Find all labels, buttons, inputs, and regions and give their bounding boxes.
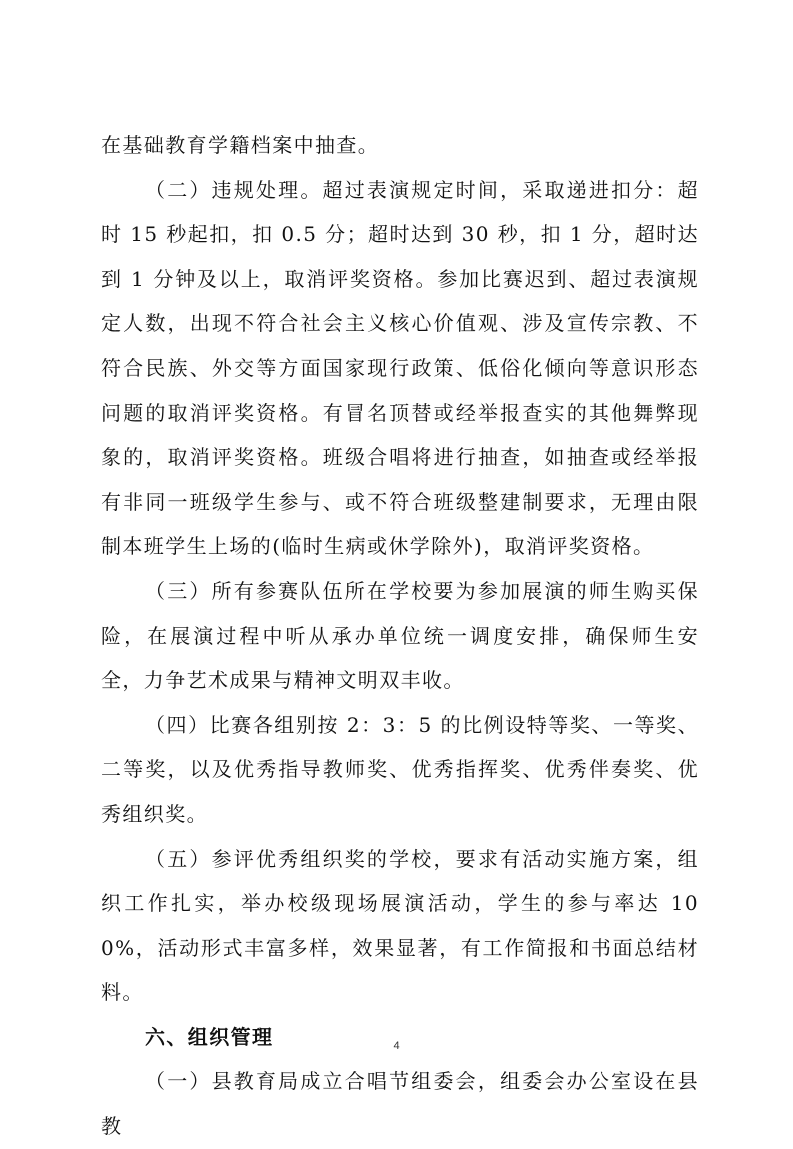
page-number: 4 [393, 1040, 400, 1052]
paragraph-committee: （一）县教育局成立合唱节组委会，组委会办公室设在县教 [101, 1069, 699, 1139]
paragraph-violation-handling: （二）违规处理。超过表演规定时间，采取递进扣分：超时 15 秒起扣，扣 0.5 分；超时达到 30 秒，扣 1 分，超时达到 1 分钟及以上，取消评奖资格。参加比赛迟到、超过表演规定人数，出现不符合社会主义核心价值观、涉及宣传宗教、不符合民族、外交等方面国家现行政策、低俗化倾向等意识形态问题的取消评奖资格。有冒名顶替或经举报查实的其他舞弊现象的，取消评奖资格。班级合唱将进行抽查，如抽查或经举报有非同一班级学生参与、或不符合班级整建制要求，无理由限制本班学生上场的(临时生病或休学除外)，取消评奖资格。 [101, 177, 699, 559]
paragraph-continuation: 在基础教育学籍档案中抽查。 [101, 133, 380, 157]
document-body [101, 123, 699, 1149]
section-heading: 六、组织管理 [145, 1024, 274, 1049]
paragraph-award-ratio: （四）比赛各组别按 2：3：5 的比例设特等奖、一等奖、二等奖，以及优秀指导教师奖、优秀指挥奖、优秀伴奏奖、优秀组织奖。 [101, 712, 699, 826]
paragraph-organization-award: （五）参评优秀组织奖的学校，要求有活动实施方案，组织工作扎实，举办校级现场展演活动，学生的参与率达 100%，活动形式丰富多样，效果显著，有工作简报和书面总结材料。 [101, 846, 699, 1005]
paragraph-insurance-safety: （三）所有参赛队伍所在学校要为参加展演的师生购买保险，在展演过程中听从承办单位统一调度安排，确保师生安全，力争艺术成果与精神文明双丰收。 [101, 578, 699, 693]
